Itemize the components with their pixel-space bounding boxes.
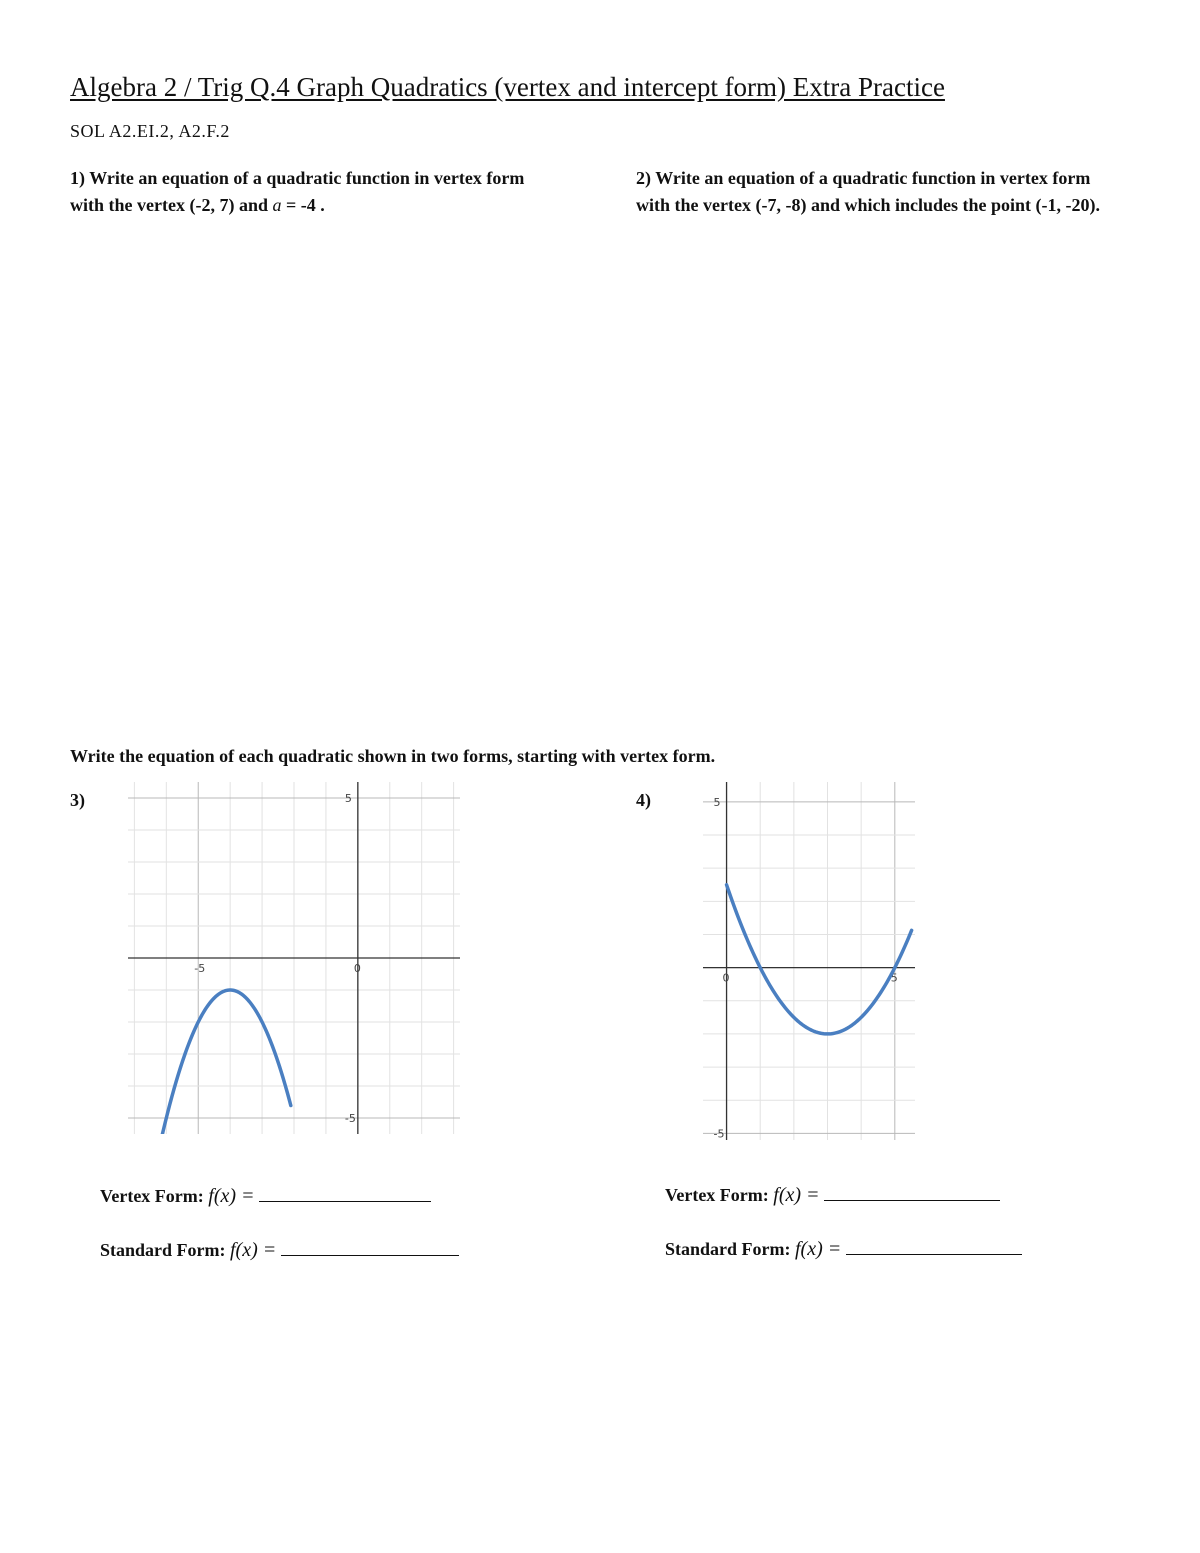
function-notation: f(x) = (208, 1185, 255, 1207)
standard-form-label: Standard Form: (665, 1239, 795, 1259)
vertex-form-label: Vertex Form: (665, 1185, 774, 1205)
x-tick-label: -5 (194, 962, 206, 975)
page-title: Algebra 2 / Trig Q.4 Graph Quadratics (vertex and intercept form) Extra Practice (70, 72, 945, 102)
problem-3-number: 3) (70, 790, 85, 810)
question-2 (636, 165, 1106, 219)
y-tick-label: 5 (344, 792, 352, 805)
x-tick-label: 0 (722, 971, 730, 985)
parabola-curve (727, 885, 912, 1034)
parabola-curve (160, 990, 291, 1134)
question-1-number: 1) (70, 168, 85, 188)
function-notation: f(x) = (230, 1239, 277, 1261)
y-tick-label: 5 (713, 795, 721, 809)
standard-form-answer-3 (100, 1239, 459, 1262)
graph-problem-3 (128, 782, 460, 1134)
question-2-text: Write an equation of a quadratic function in vertex form with the vertex (-7, -8) and which includes the point (-1, -20). (636, 168, 1100, 215)
y-tick-label: -5 (713, 1127, 725, 1140)
standard-form-answer-4 (665, 1238, 1022, 1261)
problem-4-number: 4) (636, 790, 651, 810)
graph-problem-4 (703, 782, 915, 1140)
vertex-form-answer-3 (100, 1185, 431, 1208)
standard-form-blank[interactable] (281, 1255, 459, 1256)
vertex-form-blank[interactable] (259, 1201, 431, 1202)
vertex-form-blank[interactable] (824, 1200, 1000, 1201)
function-notation: f(x) = (795, 1238, 842, 1260)
question-2-number: 2) (636, 168, 651, 188)
question-1-text: Write an equation of a quadratic function in vertex form with the vertex (-2, 7) and (70, 168, 525, 215)
sol-standards: SOL A2.EI.2, A2.F.2 (70, 121, 230, 141)
instruction: Write the equation of each quadratic shown in two forms, starting with vertex form. (70, 746, 716, 766)
a-symbol: a (272, 195, 282, 215)
x-tick-label: 0 (353, 962, 361, 975)
y-tick-label: -5 (344, 1112, 356, 1125)
standard-form-label: Standard Form: (100, 1240, 230, 1260)
function-notation: f(x) = (773, 1184, 820, 1206)
standard-form-blank[interactable] (846, 1254, 1022, 1255)
question-1-text-end: = -4 . (281, 195, 325, 215)
question-1 (70, 165, 540, 219)
x-tick-label: 5 (890, 971, 898, 985)
vertex-form-label: Vertex Form: (100, 1186, 209, 1206)
vertex-form-answer-4 (665, 1184, 1000, 1207)
